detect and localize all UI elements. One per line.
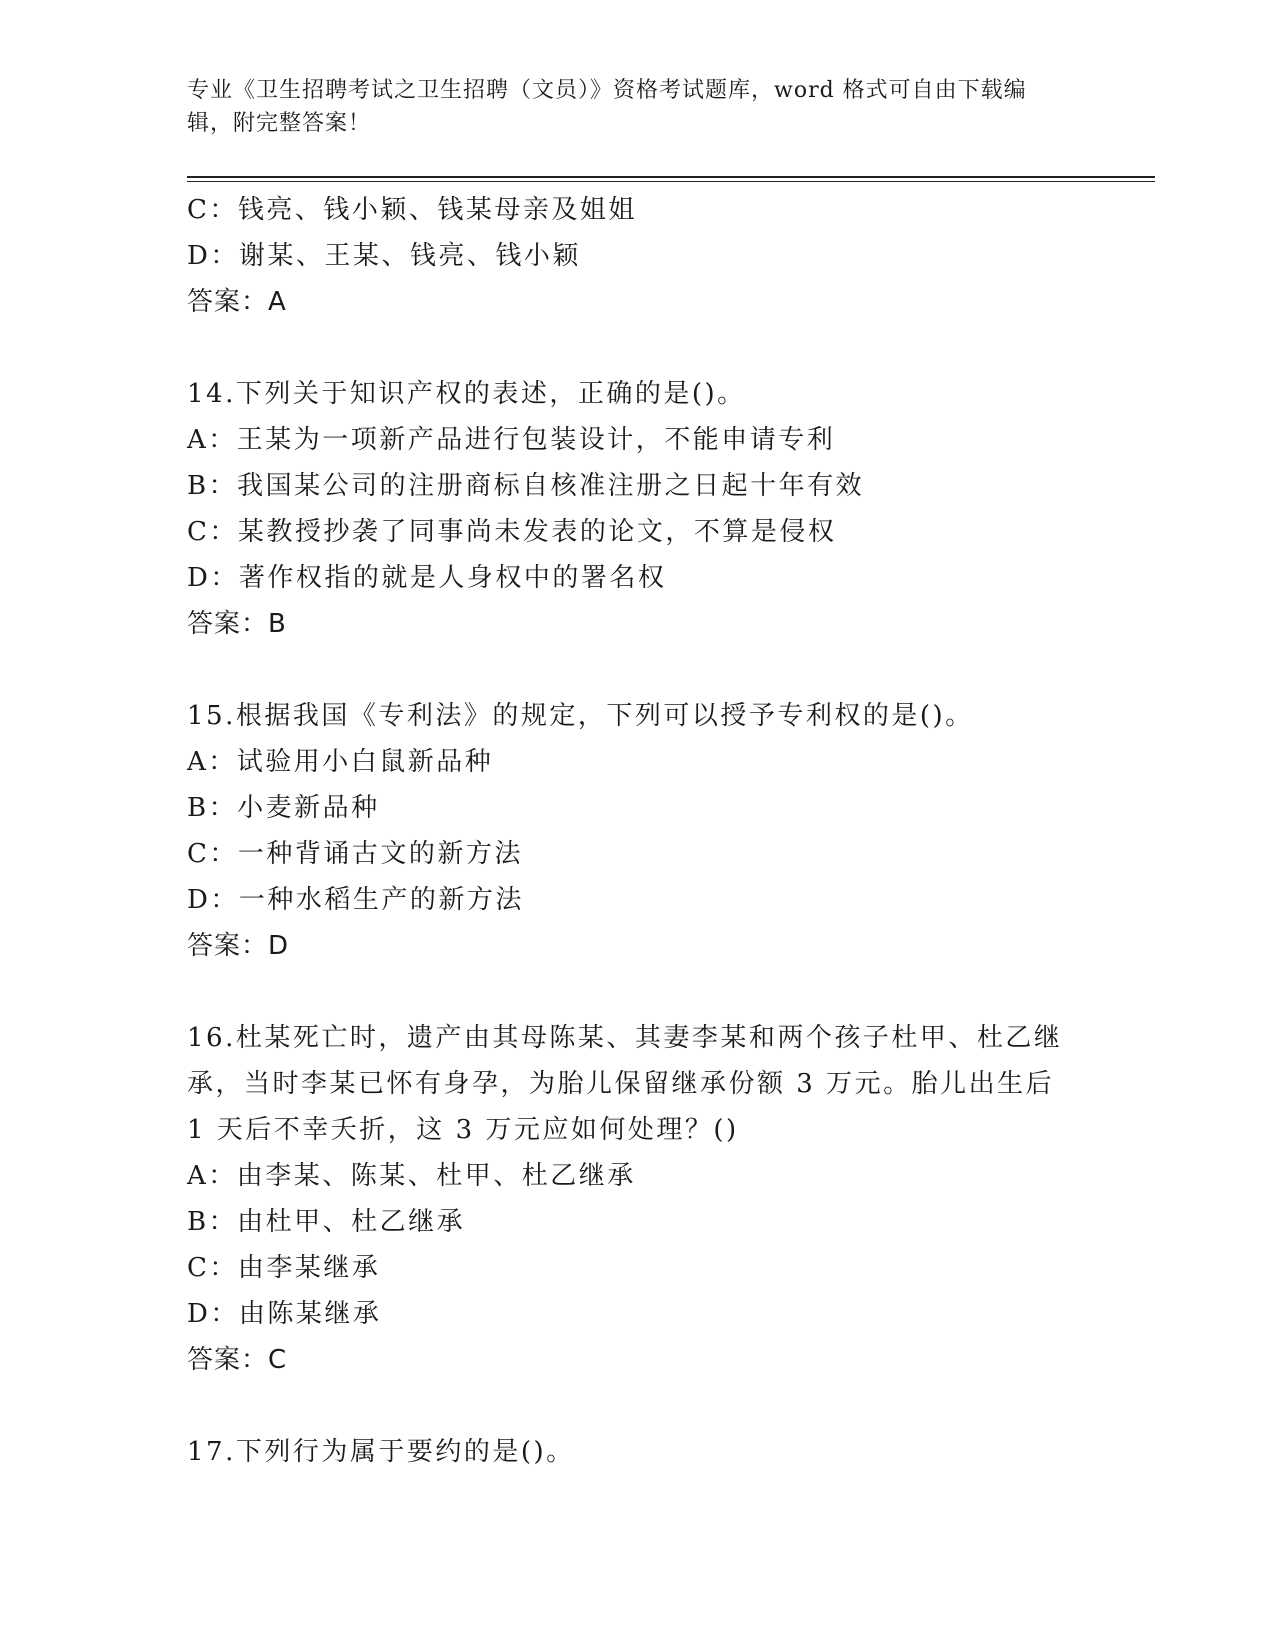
question-16 [187, 1015, 1087, 1383]
option-d: D：一种水稻生产的新方法 [187, 885, 524, 915]
answer-line: 答案：A [187, 287, 287, 317]
question-15 [187, 693, 1087, 969]
option-d: D：谢某、王某、钱亮、钱小颖 [187, 241, 581, 271]
option-d: D：由陈某继承 [187, 1299, 382, 1329]
option-c: C：一种背诵古文的新方法 [187, 839, 523, 869]
document-title: 专业《卫生招聘考试之卫生招聘（文员）》资格考试题库，word 格式可自由下载编辑，附完整答案！ [187, 78, 1027, 136]
question-17 [187, 1429, 1087, 1475]
question-stem-line-1: 16.杜某死亡时，遗产由其母陈某、其妻李某和两个孩子杜甲、杜乙继 [187, 1023, 1063, 1053]
question-14 [187, 371, 1087, 647]
option-b: B：小麦新品种 [187, 793, 380, 823]
question-13-tail [187, 187, 1087, 325]
spacer [187, 647, 1087, 693]
option-a: A：由李某、陈某、杜甲、杜乙继承 [187, 1161, 636, 1191]
answer-line: 答案：B [187, 609, 287, 639]
spacer [187, 969, 1087, 1015]
question-stem-line-3: 1 天后不幸夭折，这 3 万元应如何处理？() [187, 1115, 739, 1145]
option-a: A：王某为一项新产品进行包装设计，不能申请专利 [187, 425, 836, 455]
question-stem-line-2: 承，当时李某已怀有身孕，为胎儿保留继承份额 3 万元。胎儿出生后 [187, 1069, 1055, 1099]
option-d: D：著作权指的就是人身权中的署名权 [187, 563, 667, 593]
option-a: A：试验用小白鼠新品种 [187, 747, 494, 777]
question-stem: 14.下列关于知识产权的表述，正确的是()。 [187, 379, 746, 409]
document-header [187, 74, 1067, 140]
option-c: C：某教授抄袭了同事尚未发表的论文，不算是侵权 [187, 517, 837, 547]
question-stem: 15.根据我国《专利法》的规定，下列可以授予专利权的是()。 [187, 701, 974, 731]
option-c: C：钱亮、钱小颖、钱某母亲及姐姐 [187, 195, 637, 225]
spacer [187, 325, 1087, 371]
option-c: C：由李某继承 [187, 1253, 381, 1283]
spacer [187, 1383, 1087, 1429]
question-list [187, 187, 1087, 1475]
question-stem: 17.下列行为属于要约的是()。 [187, 1437, 575, 1467]
header-rule-thick [187, 176, 1155, 178]
header-rule-thin [187, 181, 1155, 182]
answer-line: 答案：C [187, 1345, 288, 1375]
option-b: B：由杜甲、杜乙继承 [187, 1207, 466, 1237]
answer-line: 答案：D [187, 931, 290, 961]
option-b: B：我国某公司的注册商标自核准注册之日起十年有效 [187, 471, 865, 501]
